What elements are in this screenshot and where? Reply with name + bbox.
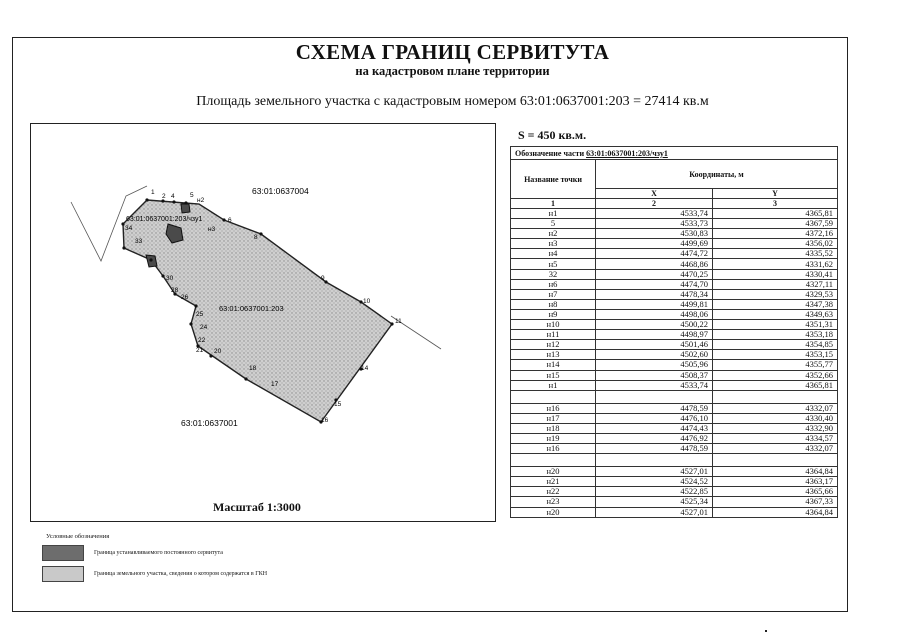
table-row	[511, 413, 838, 423]
cell-x: 4476,10	[596, 413, 713, 423]
cell-name: н12	[511, 340, 596, 350]
cadastral-map	[30, 123, 496, 522]
empty-cell	[713, 454, 838, 467]
cell-x: 4498,97	[596, 330, 713, 340]
cell-x: 4478,59	[596, 403, 713, 413]
table-row	[511, 330, 838, 340]
cell-name: н14	[511, 360, 596, 370]
cell-name: н23	[511, 497, 596, 507]
map-scale: Масштаб 1:3000	[213, 500, 301, 514]
point-label: 2	[162, 193, 166, 200]
quarter-label-north: 63:01:0637004	[252, 186, 309, 196]
cell-name: н6	[511, 279, 596, 289]
table-row	[511, 467, 838, 477]
servitude-area	[181, 204, 190, 213]
cell-name: н4	[511, 249, 596, 259]
legend-title: Условные обозначения	[46, 533, 110, 540]
table-row	[511, 289, 838, 299]
table-row	[511, 497, 838, 507]
cell-x: 4533,73	[596, 219, 713, 229]
table-row	[511, 269, 838, 279]
col-num-3: 3	[713, 199, 838, 209]
cell-x: 4527,01	[596, 467, 713, 477]
point-label: 6	[228, 217, 232, 224]
legend-swatch	[42, 545, 84, 561]
point-label: 11	[395, 318, 402, 325]
point-label: 26	[181, 294, 189, 301]
point-label: 25	[196, 311, 204, 318]
cell-y: 4347,38	[713, 299, 838, 309]
table-row	[511, 423, 838, 433]
cell-x: 4522,85	[596, 487, 713, 497]
table-row	[511, 370, 838, 380]
cell-name: н17	[511, 413, 596, 423]
cell-y: 4351,31	[713, 320, 838, 330]
table-row	[511, 299, 838, 309]
table-row	[511, 259, 838, 269]
cell-y: 4354,85	[713, 340, 838, 350]
col-coordinates: Координаты, м	[596, 160, 838, 189]
point-label: 15	[334, 401, 342, 408]
cell-x: 4501,46	[596, 340, 713, 350]
cell-y: 4330,41	[713, 269, 838, 279]
table-row	[511, 360, 838, 370]
cell-name: н16	[511, 403, 596, 413]
point-label: 22	[198, 337, 206, 344]
legend-label: Граница устанавливаемого постоянного сервитута	[94, 550, 223, 556]
cell-y: 4356,02	[713, 239, 838, 249]
legend-item-servitude	[42, 545, 223, 561]
cell-x: 4474,43	[596, 423, 713, 433]
cell-x: 4476,92	[596, 433, 713, 443]
cell-y: 4334,57	[713, 433, 838, 443]
cell-x: 4499,81	[596, 299, 713, 309]
cell-y: 4367,33	[713, 497, 838, 507]
table-row	[511, 309, 838, 319]
table-gap-row	[511, 454, 838, 467]
cell-x: 4478,34	[596, 289, 713, 299]
cell-y: 4353,18	[713, 330, 838, 340]
cell-x: 4530,83	[596, 229, 713, 239]
page-subtitle: на кадастровом плане территории	[355, 64, 550, 78]
table-row	[511, 433, 838, 443]
table-row	[511, 477, 838, 487]
cell-y: 4372,16	[713, 229, 838, 239]
col-num-2: 2	[596, 199, 713, 209]
cell-y: 4364,84	[713, 467, 838, 477]
cell-x: 4498,06	[596, 309, 713, 319]
cell-x: 4474,72	[596, 249, 713, 259]
point-label: 10	[363, 298, 371, 305]
legend-label: Граница земельного участка, сведения о котором содержатся в ГКН	[94, 571, 268, 577]
col-y: Y	[713, 189, 838, 199]
cell-x: 4527,01	[596, 507, 713, 517]
cell-name: н7	[511, 289, 596, 299]
cell-name: 5	[511, 219, 596, 229]
point-label: 1	[151, 189, 155, 196]
table-row	[511, 403, 838, 413]
cell-name: н13	[511, 350, 596, 360]
servitude-label: 63:01:0637001:203/чзу1	[126, 216, 203, 223]
cell-x: 4499,69	[596, 239, 713, 249]
cell-name: н21	[511, 477, 596, 487]
point-label: 28	[171, 287, 179, 294]
col-point-name: Название точки	[511, 160, 596, 199]
empty-cell	[596, 454, 713, 467]
cell-y: 4355,77	[713, 360, 838, 370]
cell-name: н11	[511, 330, 596, 340]
cell-x: 4533,74	[596, 380, 713, 390]
table-row	[511, 350, 838, 360]
cell-name: н18	[511, 423, 596, 433]
cell-name: н5	[511, 259, 596, 269]
part-prefix: Обозначение части	[515, 148, 585, 158]
cell-y: 4352,66	[713, 370, 838, 380]
cell-name: н3	[511, 239, 596, 249]
table-row	[511, 340, 838, 350]
point-label: 34	[125, 225, 133, 232]
table-header-numbers	[511, 199, 838, 209]
cell-x: 4478,59	[596, 444, 713, 454]
cell-y: 4327,11	[713, 279, 838, 289]
point-label: 20	[214, 348, 222, 355]
cell-name: н16	[511, 444, 596, 454]
table-row	[511, 444, 838, 454]
empty-cell	[596, 390, 713, 403]
parcel-area-line: Площадь земельного участка с кадастровым номером 63:01:0637001:203 = 27414 кв.м	[196, 94, 709, 109]
point-label: н2	[197, 197, 205, 204]
cell-y: 4330,40	[713, 413, 838, 423]
cell-x: 4500,22	[596, 320, 713, 330]
table-row	[511, 487, 838, 497]
legend-item-parcel	[42, 566, 267, 582]
cell-name: 32	[511, 269, 596, 279]
cell-x: 4533,74	[596, 209, 713, 219]
table-row	[511, 209, 838, 219]
cell-y: 4363,17	[713, 477, 838, 487]
point-label: 24	[200, 324, 208, 331]
empty-cell	[713, 390, 838, 403]
cell-name: н19	[511, 433, 596, 443]
cell-name: н20	[511, 467, 596, 477]
cell-name: н1	[511, 209, 596, 219]
col-x: X	[596, 189, 713, 199]
cell-x: 4508,37	[596, 370, 713, 380]
point-label: 5	[190, 192, 194, 199]
table-row	[511, 507, 838, 517]
point-label: 4	[171, 193, 175, 200]
cell-x: 4524,52	[596, 477, 713, 487]
point-label: 8	[254, 234, 258, 241]
part-number: 63:01:0637001:203/чзу1	[586, 148, 668, 158]
coordinates-body	[511, 209, 838, 518]
cell-x: 4525,34	[596, 497, 713, 507]
point-label: 16	[321, 417, 329, 424]
coordinates-table	[510, 146, 838, 518]
map-drawing	[31, 124, 495, 521]
cell-y: 4353,15	[713, 350, 838, 360]
cell-x: 4468,86	[596, 259, 713, 269]
cell-y: 4367,59	[713, 219, 838, 229]
cell-name: н2	[511, 229, 596, 239]
part-designation	[511, 147, 838, 160]
parcel-label: 63:01:0637001:203	[219, 304, 284, 313]
table-row	[511, 229, 838, 239]
cell-y: 4335,52	[713, 249, 838, 259]
point-label: 33	[135, 238, 143, 245]
cell-name: н22	[511, 487, 596, 497]
cell-name: н9	[511, 309, 596, 319]
table-row	[511, 279, 838, 289]
cell-name: н10	[511, 320, 596, 330]
col-num-1: 1	[511, 199, 596, 209]
table-header-row	[511, 160, 838, 189]
point-label: 21	[196, 347, 204, 354]
point-label: 14	[361, 365, 369, 372]
quarter-label-south: 63:01:0637001	[181, 418, 238, 428]
table-row	[511, 249, 838, 259]
table-part-row	[511, 147, 838, 160]
cell-y: 4349,63	[713, 309, 838, 319]
point-label: 17	[271, 381, 279, 388]
stray-mark	[765, 630, 767, 632]
servitude-area-label: S = 450 кв.м.	[518, 128, 587, 142]
cell-y: 4331,62	[713, 259, 838, 269]
cell-name: н1	[511, 380, 596, 390]
cell-x: 4505,96	[596, 360, 713, 370]
point-label: 30	[166, 275, 174, 282]
cell-name: н20	[511, 507, 596, 517]
cell-name: н15	[511, 370, 596, 380]
cell-y: 4365,81	[713, 380, 838, 390]
cell-name: н8	[511, 299, 596, 309]
point-label: н3	[208, 226, 216, 233]
point-label: 18	[249, 365, 257, 372]
cell-x: 4474,70	[596, 279, 713, 289]
empty-cell	[511, 390, 596, 403]
cell-y: 4365,81	[713, 209, 838, 219]
cell-y: 4332,07	[713, 444, 838, 454]
page-title: СХЕМА ГРАНИЦ СЕРВИТУТА	[295, 40, 610, 64]
cell-y: 4332,90	[713, 423, 838, 433]
table-row	[511, 239, 838, 249]
point-label: 9	[321, 275, 325, 282]
cell-y: 4329,53	[713, 289, 838, 299]
table-row	[511, 320, 838, 330]
table-row	[511, 380, 838, 390]
cell-y: 4364,84	[713, 507, 838, 517]
empty-cell	[511, 454, 596, 467]
cell-y: 4365,66	[713, 487, 838, 497]
table-row	[511, 219, 838, 229]
legend-swatch	[42, 566, 84, 582]
cell-x: 4470,25	[596, 269, 713, 279]
cell-x: 4502,60	[596, 350, 713, 360]
table-gap-row	[511, 390, 838, 403]
cell-y: 4332,07	[713, 403, 838, 413]
